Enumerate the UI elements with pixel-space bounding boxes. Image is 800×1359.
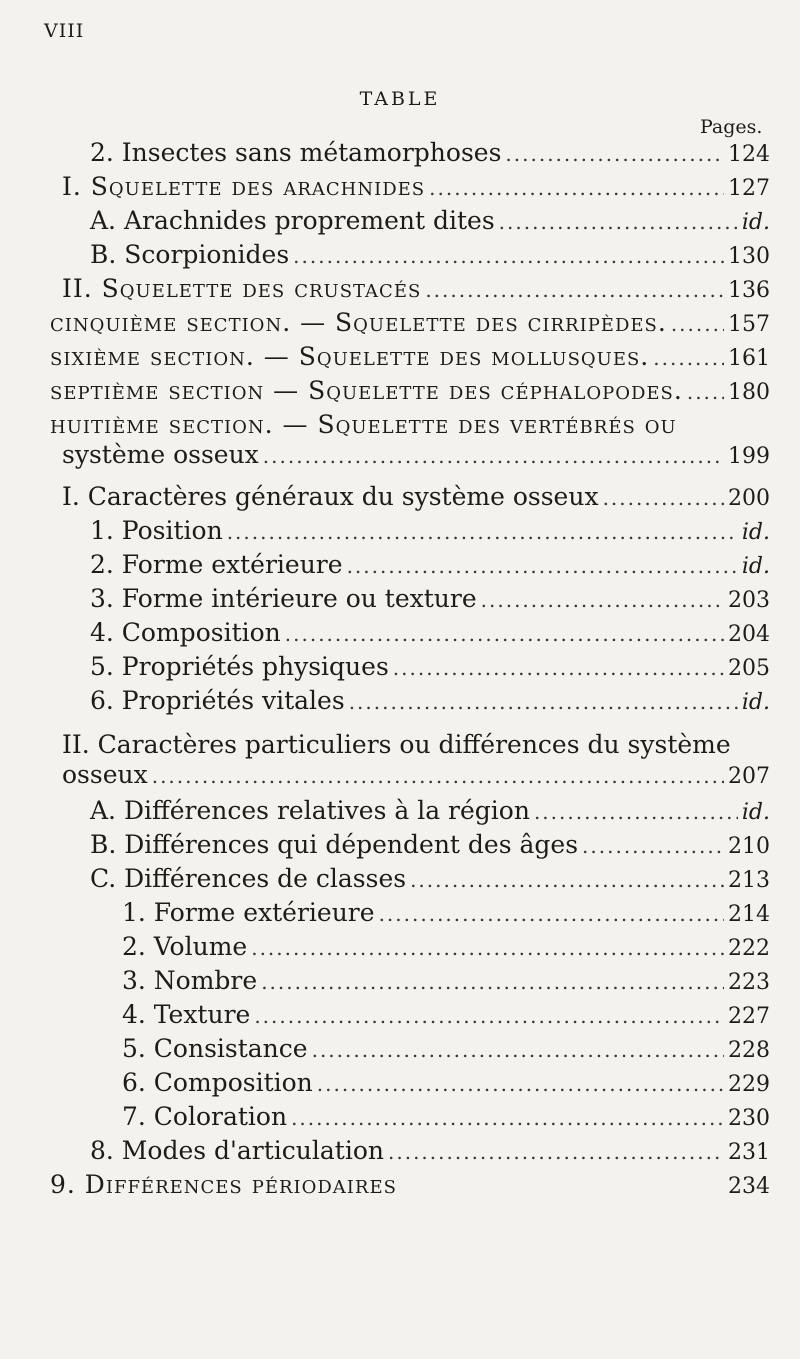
leader-dots (263, 444, 724, 468)
toc-page: 161 (728, 346, 770, 371)
toc-entry[interactable] (90, 686, 770, 716)
leader-dots (349, 690, 738, 714)
toc-page: 180 (728, 380, 770, 405)
toc-entry-first-line[interactable]: II. Caractères particuliers ou différences du système (62, 730, 731, 759)
toc-label: A. Différences relatives à la région (90, 796, 530, 825)
toc-label: cinquième section. — Squelette des cirripèdes. (50, 308, 667, 337)
toc-page: id. (741, 554, 770, 579)
toc-entry[interactable] (50, 376, 770, 406)
toc-page: 207 (728, 764, 770, 789)
toc-entry[interactable] (90, 138, 770, 168)
leader-dots (410, 868, 724, 892)
toc-entry[interactable] (90, 796, 770, 826)
leader-dots (499, 210, 738, 234)
toc-label: I. Caractères généraux du système osseux (62, 482, 599, 511)
toc-entry[interactable] (90, 830, 770, 860)
leader-dots (317, 1072, 724, 1096)
toc-page: 230 (728, 1106, 770, 1131)
toc-entry-first-line[interactable]: huitième section. — Squelette des vertébrés ou (50, 410, 677, 439)
toc-page: 222 (728, 936, 770, 961)
leader-dots (312, 1038, 724, 1062)
toc-label: B. Différences qui dépendent des âges (90, 830, 579, 859)
toc-page: 231 (728, 1140, 770, 1165)
toc-page: id. (741, 210, 770, 235)
toc-label: 5. Consistance (122, 1034, 308, 1063)
toc-label: C. Différences de classes (90, 864, 407, 893)
toc-entry[interactable] (90, 516, 770, 546)
leader-dots (261, 970, 724, 994)
leader-dots (653, 346, 724, 370)
toc-label: 6. Propriétés vitales (90, 686, 345, 715)
toc-label: B. Scorpionides (90, 240, 290, 269)
toc-entry[interactable] (122, 1000, 770, 1030)
toc-entry[interactable] (90, 584, 770, 614)
leader-dots (293, 244, 724, 268)
toc-label: 8. Modes d'articulation (90, 1136, 384, 1165)
toc-entry[interactable] (62, 172, 770, 202)
toc-entry[interactable] (122, 932, 770, 962)
leader-dots (429, 176, 724, 200)
toc-label: osseux (62, 760, 148, 789)
page-number: VIII (44, 20, 85, 42)
toc-label: 4. Composition (90, 618, 281, 647)
toc-page: 199 (728, 444, 770, 469)
toc-label: septième section — Squelette des céphalopodes. (50, 376, 683, 405)
leader-dots (505, 142, 724, 166)
leader-dots (285, 622, 724, 646)
running-head: TABLE (359, 88, 441, 110)
leader-dots (481, 588, 724, 612)
leader-dots (425, 278, 724, 302)
toc-label: 1. Forme extérieure (122, 898, 375, 927)
toc-entry[interactable] (50, 1170, 770, 1200)
toc-page: 214 (728, 902, 770, 927)
leader-dots (227, 520, 738, 544)
toc-page: id. (741, 800, 770, 825)
toc-label: 4. Texture (122, 1000, 251, 1029)
toc-page: 210 (728, 834, 770, 859)
toc-page: 234 (728, 1174, 770, 1199)
toc-entry[interactable] (62, 760, 770, 790)
toc-label: 7. Coloration (122, 1102, 288, 1131)
toc-page: 157 (728, 312, 770, 337)
toc-label: 3. Nombre (122, 966, 258, 995)
toc-entry[interactable] (122, 898, 770, 928)
leader-dots (671, 312, 724, 336)
toc-entry[interactable] (90, 652, 770, 682)
leader-dots (582, 834, 724, 858)
toc-entry[interactable] (122, 966, 770, 996)
leader-dots (251, 936, 724, 960)
toc-entry[interactable] (90, 618, 770, 648)
leader-dots (534, 800, 738, 824)
toc-entry[interactable] (90, 240, 770, 270)
toc-page: id. (741, 690, 770, 715)
toc-entry[interactable] (90, 206, 770, 236)
leader-dots (379, 902, 724, 926)
toc-entry[interactable] (50, 342, 770, 372)
leader-dots (291, 1106, 724, 1130)
toc-page: 124 (728, 142, 770, 167)
toc-entry[interactable] (122, 1034, 770, 1064)
toc-page: 200 (728, 486, 770, 511)
toc-page: 205 (728, 656, 770, 681)
toc-label: I. Squelette des arachnides (62, 172, 426, 201)
toc-label: 2. Insectes sans métamorphoses (90, 138, 502, 167)
leader-dots (388, 1140, 724, 1164)
toc-label: 2. Volume (122, 932, 248, 961)
toc-label: 6. Composition (122, 1068, 313, 1097)
toc-label: 9. Différences périodaires (50, 1170, 397, 1199)
toc-label: 5. Propriétés physiques (90, 652, 389, 681)
toc-page: 228 (728, 1038, 770, 1063)
toc-entry[interactable] (90, 864, 770, 894)
toc-page: 223 (728, 970, 770, 995)
toc-page: 203 (728, 588, 770, 613)
leader-dots (347, 554, 738, 578)
toc-page: id. (741, 520, 770, 545)
toc-page: 227 (728, 1004, 770, 1029)
leader-dots (393, 656, 724, 680)
toc-entry[interactable] (62, 482, 770, 512)
leader-dots (687, 380, 724, 404)
toc-label: 3. Forme intérieure ou texture (90, 584, 477, 613)
toc-entry[interactable] (122, 1068, 770, 1098)
leader-dots (152, 764, 724, 788)
toc-page: 130 (728, 244, 770, 269)
pages-column-header: Pages. (700, 116, 763, 138)
toc-page: 229 (728, 1072, 770, 1097)
toc-entry[interactable] (90, 550, 770, 580)
toc-page: 136 (728, 278, 770, 303)
leader-dots (603, 486, 724, 510)
toc-label: II. Squelette des crustacés (62, 274, 422, 303)
toc-label: 1. Position (90, 516, 223, 545)
toc-label: 2. Forme extérieure (90, 550, 343, 579)
toc-page: 127 (728, 176, 770, 201)
toc-label: système osseux (62, 440, 259, 469)
toc-page: 204 (728, 622, 770, 647)
leader-dots (254, 1004, 724, 1028)
toc-entry[interactable] (62, 274, 770, 304)
toc-label: sixième section. — Squelette des mollusques. (50, 342, 650, 371)
toc-entry[interactable] (62, 440, 770, 470)
toc-entry[interactable] (50, 308, 770, 338)
toc-entry[interactable] (90, 1136, 770, 1166)
toc-page: 213 (728, 868, 770, 893)
toc-entry[interactable] (122, 1102, 770, 1132)
toc-label: A. Arachnides proprement dites (90, 206, 495, 235)
